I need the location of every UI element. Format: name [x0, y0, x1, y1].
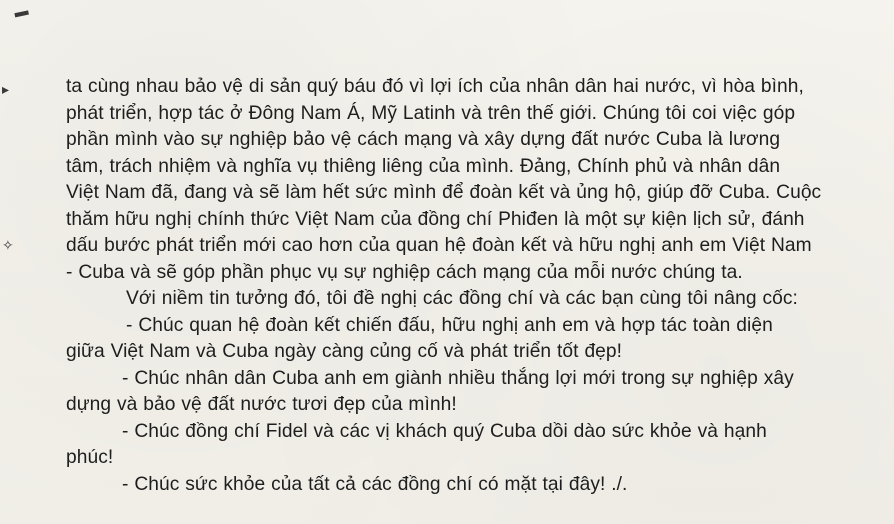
paragraph-opening-line: Với niềm tin tưởng đó, tôi đề nghị các đồng chí và các bạn cùng tôi nâng cốc: [126, 288, 798, 309]
toast-line: - Chúc đồng chí Fidel và các vị khách quý Cuba dồi dào sức khỏe và hạnh [122, 420, 767, 442]
text-line: dựng và bảo vệ đất nước tươi đẹp của mình! [66, 394, 457, 415]
text-line: phần mình vào sự nghiệp bảo vệ cách mạng và xây dựng đất nước Cuba là lương [66, 129, 781, 150]
text-line: phúc! [66, 447, 114, 468]
toast-line: - Chúc nhân dân Cuba anh em giành nhiều thắng lợi mới trong sự nghiệp xây [122, 367, 794, 389]
text-line: tâm, trách nhiệm và nghĩa vụ thiêng liêng của mình. Đảng, Chính phủ và nhân dân [66, 155, 781, 177]
body-text [66, 74, 826, 498]
text-line: thăm hữu nghị chính thức Việt Nam của đồng chí Phiđen là một sự kiện lịch sử, đánh [66, 208, 805, 230]
text-line: dấu bước phát triển mới cao hơn của quan hệ đoàn kết và hữu nghị anh em Việt Nam [66, 235, 812, 256]
text-line: giữa Việt Nam và Cuba ngày càng củng cố và phát triển tốt đẹp! [66, 341, 623, 362]
text-line: phát triển, hợp tác ở Đông Nam Á, Mỹ Latinh và trên thế giới. Chúng tôi coi việc góp [66, 102, 796, 124]
binding-mark: ✧ [2, 237, 14, 253]
toast-line: - Chúc sức khỏe của tất cả các đồng chí có mặt tại đây! ./. [122, 473, 628, 495]
text-line: ta cùng nhau bảo vệ di sản quý báu đó vì lợi ích của nhân dân hai nước, vì hòa bình, [66, 76, 804, 97]
text-line: - Cuba và sẽ góp phần phục vụ sự nghiệp cách mạng của mỗi nước chúng ta. [66, 261, 743, 283]
text-line: Việt Nam đã, đang và sẽ làm hết sức mình để đoàn kết và ủng hộ, giúp đỡ Cuba. Cuộc [66, 182, 822, 203]
scan-speck: ▬ [12, 1, 30, 21]
binding-mark: ▸ [2, 81, 10, 97]
toast-line: - Chúc quan hệ đoàn kết chiến đấu, hữu nghị anh em và hợp tác toàn diện [126, 314, 773, 336]
